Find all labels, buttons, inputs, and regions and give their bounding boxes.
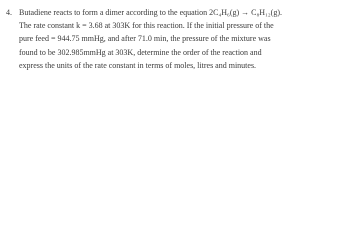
problem-line-1 (6, 6, 346, 19)
problem-line-1-text: Butadiene reacts to form a dimer according to the equation 2C₄H₆(g) → C₈H₁₂(g). (19, 8, 282, 17)
problem-line-4: found to be 302.985mmHg at 303K, determine the order of the reaction and (19, 47, 262, 57)
problem-text (6, 6, 346, 86)
problem-line-2: The rate constant k = 3.68 at 303K for this reaction. If the initial pressure of the (19, 21, 274, 31)
problem-line-5: express the units of the rate constant in terms of moles, litres and minutes. (19, 60, 257, 70)
problem-number: 4. (6, 8, 12, 17)
problem-line-3: pure feed = 944.75 mmHg, and after 71.0 min, the pressure of the mixture was (19, 34, 271, 44)
